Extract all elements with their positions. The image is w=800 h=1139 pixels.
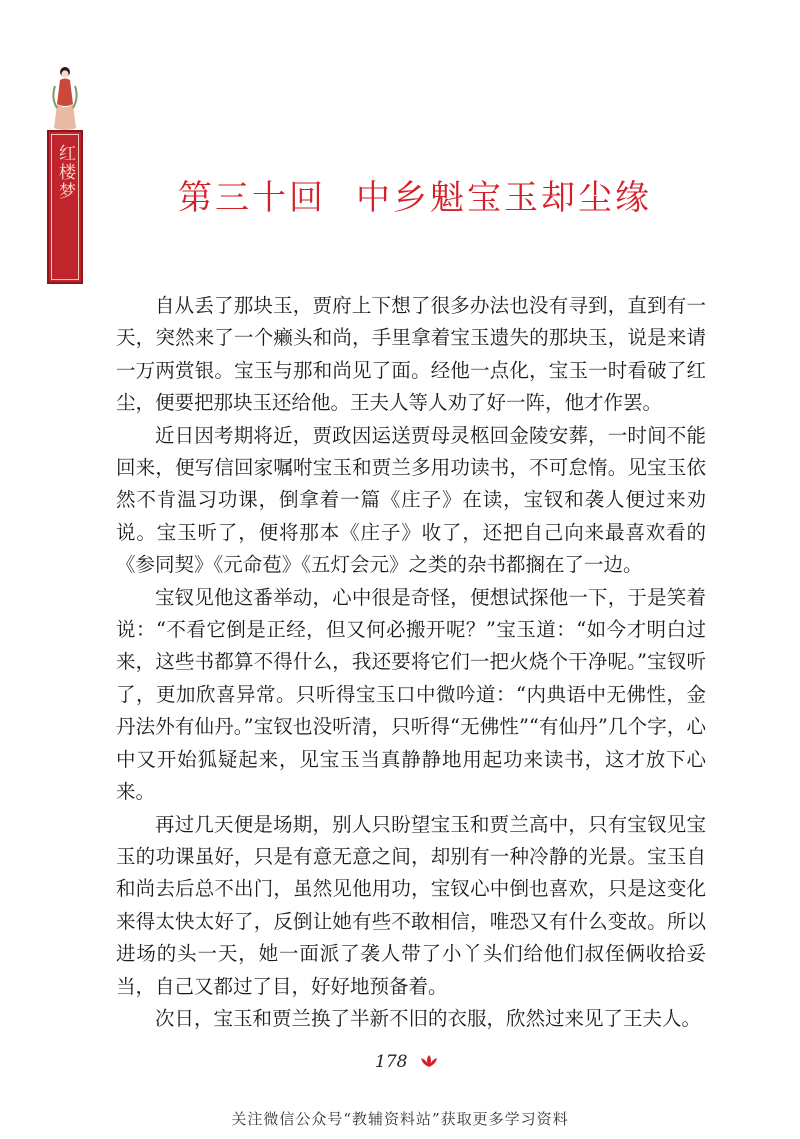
chapter-title: 中乡魁宝玉却尘缘 <box>356 178 652 218</box>
chapter-heading <box>178 170 658 219</box>
chapter-number: 第三十回 <box>178 178 326 218</box>
lotus-ornament-icon <box>420 1054 438 1068</box>
book-title-label: 红楼梦 <box>55 144 75 201</box>
paragraph: 自从丢了那块玉，贾府上下想了很多办法也没有寻到，直到有一天，突然来了一个癞头和尚，手里拿着宝玉遗失的那块玉，说是来请一万两赏银。宝玉与那和尚见了面。经他一点化，宝玉一时看破了红尘，便要把那块玉还给他。王夫人等人劝了好一阵，他才作罢。 <box>116 294 706 415</box>
paragraph: 再过几天便是场期，别人只盼望宝玉和贾兰高中，只有宝钗见宝玉的功课虽好，只是有意无意之间，却别有一种冷静的光景。宝玉自和尚去后总不出门，虽然见他用功，宝钗心中倒也喜欢，只是这变化来得太快太好了，反倒让她有些不敢相信，唯恐又有什么变故。所以进场的头一天，她一面派了袭人带了小丫头们给他们叔侄俩收拾妥当，自己又都过了目，好好地预备着。 <box>116 812 706 998</box>
paragraph: 次日，宝玉和贾兰换了半新不旧的衣服，欣然过来见了王夫人。 <box>155 1006 702 1030</box>
page-number: 178 <box>375 1052 408 1072</box>
side-tab <box>43 64 87 226</box>
book-title-tab <box>47 130 83 284</box>
lady-figure-icon <box>49 64 81 132</box>
paragraph: 宝钗见他这番举动，心中很是奇怪，便想试探他一下，于是笑着说：“不看它倒是正经，但又何必搬开呢？”宝玉道：“如今才明白过来，这些书都算不得什么，我还要将它们一把火烧个干净呢。”宝钗听了，更加欣喜异常。只听得宝玉口中微吟道：“内典语中无佛性，金丹法外有仙丹。”宝钗也没听清，只听得“无佛性”“有仙丹”几个字，心中又开始狐疑起来，见宝玉当真静静地用起功来读书，这才放下心来。 <box>116 585 706 804</box>
footer-note: 关注微信公众号“教辅资料站”获取更多学习资料 <box>231 1110 569 1128</box>
paragraph: 近日因考期将近，贾政因运送贾母灵柩回金陵安葬，一时间不能回来，便写信回家嘱咐宝玉和贾兰多用功读书，不可怠惰。见宝玉依然不肯温习功课，倒拿着一篇《庄子》在读，宝钗和袭人便过来劝说。宝玉听了，便将那本《庄子》收了，还把自己向来最喜欢看的《参同契》《元命苞》《五灯会元》之类的杂书都搁在了一边。 <box>116 423 706 577</box>
chapter-body <box>116 290 706 1035</box>
